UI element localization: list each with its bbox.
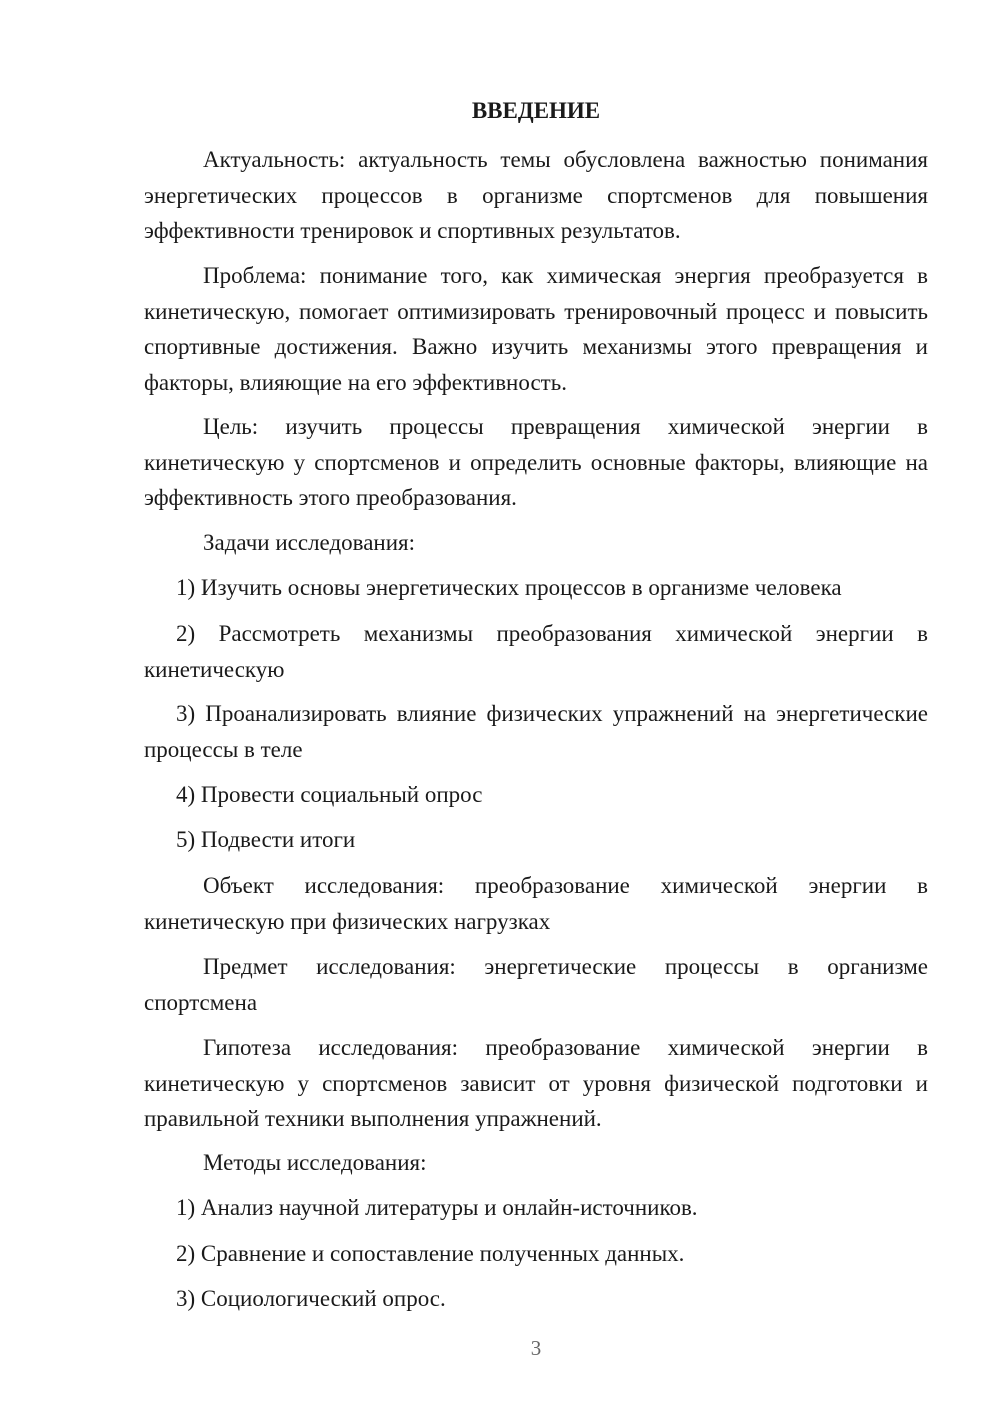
tasks-title: Задачи исследования: [203,530,416,555]
task-item-2: 2) Рассмотреть механизмы преобразования химической энергии в кинетическую [144,621,928,682]
section-heading: ВВЕДЕНИЕ [471,98,601,123]
object-paragraph: Объект исследования: преобразование химической энергии в кинетическую при физических нагрузках [144,873,928,934]
page-number: 3 [530,1336,542,1360]
task-item-1: 1) Изучить основы энергетических процессов в организме человека [176,575,842,600]
task-item-5: 5) Подвести итоги [176,827,356,852]
task-item-3: 3) Проанализировать влияние физических упражнений на энергетические процессы в теле [144,701,928,762]
task-item-4: 4) Провести социальный опрос [176,782,483,807]
methods-title: Методы исследования: [203,1150,427,1175]
relevance-paragraph: Актуальность: актуальность темы обусловлена важностью понимания энергетических процессов в организме спортсменов для повышения эффективности тренировок и спортивных результатов. [144,147,928,243]
method-item-3: 3) Социологический опрос. [176,1286,446,1311]
goal-paragraph: Цель: изучить процессы превращения химической энергии в кинетическую у спортсменов и определить основные факторы, влияющие на эффективность этого преобразования. [144,414,928,510]
hypothesis-paragraph: Гипотеза исследования: преобразование химической энергии в кинетическую у спортсменов зависит от уровня физической подготовки и правильной техники выполнения упражнений. [144,1035,928,1131]
subject-paragraph: Предмет исследования: энергетические процессы в организме спортсмена [144,954,928,1015]
document-page [144,0,928,1414]
method-item-2: 2) Сравнение и сопоставление полученных данных. [176,1241,685,1266]
method-item-1: 1) Анализ научной литературы и онлайн-источников. [176,1195,698,1220]
problem-paragraph: Проблема: понимание того, как химическая энергия преобразуется в кинетическую, помогает оптимизировать тренировочный процесс и повысить спортивные достижения. Важно изучить механизмы этого превращения и факторы, влияющие на его эффективность. [144,263,928,395]
